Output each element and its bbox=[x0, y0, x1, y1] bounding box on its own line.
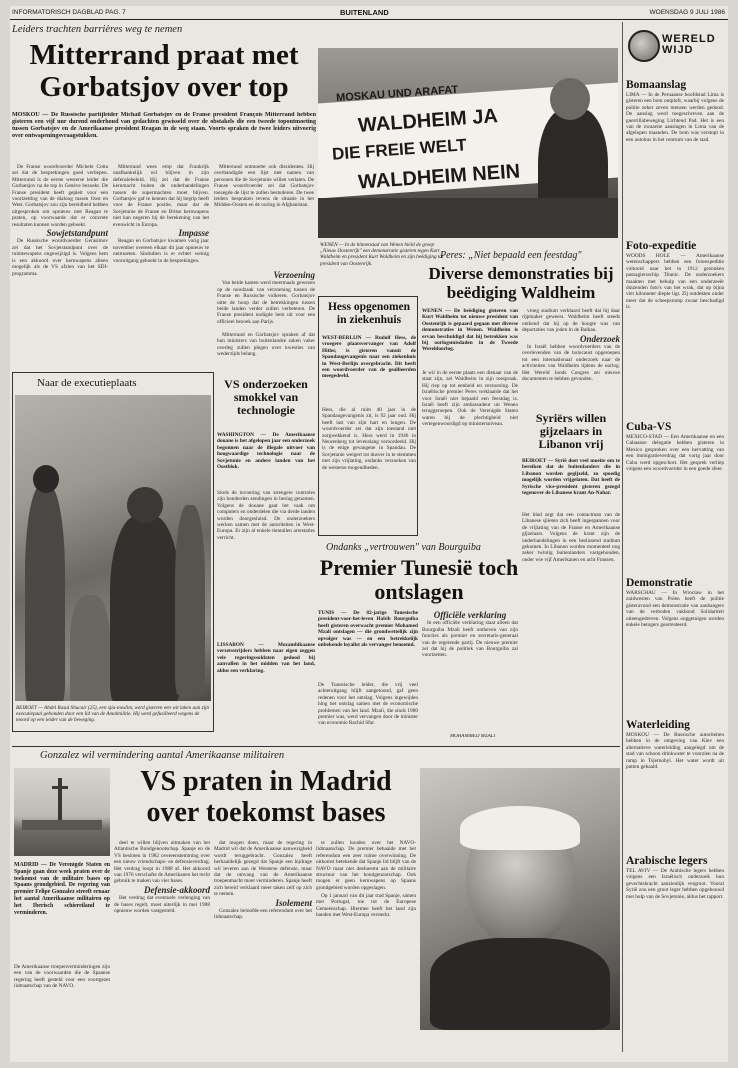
mitterrand-col3: Mitterrand ontmoette ook dissidenten. Hij overhandigde een lijst met namen van personen die de Sovjetunie willen verlaten. De Franse woordvoerder zei dat Gorbatsjov toezegde de lijst te zullen bestuderen. De twee leiders bespraken tevens de situatie in het Midden-Oosten en de oorlog in Afghanistan. bbox=[214, 164, 314, 209]
sidebar-body-0: LIMA — In de Peruaanse hoofdstad Lima is gisteren een bom ontploft, waarbij volgens de politie zeker zeven mensen werden gedood. De aanslag werd toegeschreven aan de guerrillabeweging Lichtend Pad. Het is een van de zwaarste aanslagen in Lima van de afgelopen maanden. De bom was verstopt in een autobus in het centrum van de stad. bbox=[626, 92, 724, 143]
execution-caption: BEIROET — Abdel Rasul Shucair (25), een sjia-moslim, werd gisteren een wit laken aan zijn executiepaal gebonden door een lid van de Amalmilitie. Hij werd gefusilleerd wegens de moord op een leider van de beweging. bbox=[16, 705, 210, 724]
sidebar-title-4: Waterleiding bbox=[626, 719, 690, 731]
madrid-headline: VS praten in Madrid over toekomst bases bbox=[140, 766, 392, 828]
masthead-section: BUITENLAND bbox=[340, 8, 389, 17]
mitterrand-col2: Mitterrand wees erop dat Frankrijk onafhankelijk wil blijven in zijn defensiebeleid. Hij zei dat de Franse kernmacht buiten de onderhandelingen tussen de supermachten moet blijven. Gorbatsjov gaf te kennen dat hij begrip heeft voor de Franse positie, maar dat de Sovjetunie de Franse en Britse kernwapens niet kan negeren bij de berekening van het evenwicht in Europa. bbox=[113, 164, 209, 228]
bourguiba-kicker: Ondanks „vertrouwen" van Bourguiba bbox=[326, 542, 481, 553]
banner-text-1: MOSKAU UND ARAFAT bbox=[335, 83, 459, 105]
sidebar-body-4: MOSKOU — De Russische autoriteiten hebben in de omgeving van Kiev een alternatieve waterleiding aangelegd om de stad van schoon drinkwater te voorzien na de ramp in Tsjernobyl. Het water wordt uit putten gehaald. bbox=[626, 732, 724, 771]
verzoening-sub: Verzoening bbox=[273, 270, 315, 280]
mitterrand-lead: MOSKOU — De Russische partijleider Michail Gorbatsjov en de Franse president François Mitterrand hebben gisteren een vijf uur durend onderhoud van gedachten gewisseld over de obstakels die een tweede topontmoeting tussen Gorbatsjov en de Amerikaanse president Reagan in de weg staan. Voorts spraken de twee leiders uitvoerig over ontwapeningsvraagstukken. bbox=[12, 112, 316, 139]
waldheim-sub-body: In Israël hebben woordvoerders van de overlevenden van de holocaust opgeroepen tot een internationaal onderzoek naar de activiteiten van Waldheim tijdens de oorlog. Het Wereld Joods Congres zei nieuwe documenten te hebben gevonden. bbox=[522, 344, 620, 383]
mzali-portrait bbox=[420, 768, 620, 1030]
bourguiba-lead: TUNIS — De 82-jarige Tunesische president-voor-het-leven Habib Bourguiba heeft gisteren overwacht premier Mohamed Mzali ontslagen — die grondwettelijk zijn opvolger was — en een betrekkelijk onbekende loyalist als vervanger benoemd. bbox=[318, 610, 418, 649]
madrid-col3: te zullen houden over het NAVO-lidmaatschap. De premier behaalde met het referendum een zeer ruime overwinning. De uitkomst betekende dat Spanje lid blijft van de NAVO maar niet deelneemt aan de militaire structuur van het bondgenootschap. Ook mogen er geen kernwapens op Spaans grondgebied worden opgeslagen. bbox=[316, 840, 416, 891]
wereld-wijd-title: WERELD WIJD bbox=[662, 33, 716, 56]
execution-photo bbox=[15, 395, 211, 701]
mitterrand-kicker: Leiders trachten barrières weg te nemen bbox=[12, 24, 183, 35]
waldheim-body: Je wil in de eerste plaats een dienaar van de staat zijn, zei Waldheim in zijn toespraak. Hij riep op tot eenheid en verzoening. De Israëlische premier Peres verklaarde dat het voor Israël niet bepaald een feestdag is. Israël heeft zijn ambassadeur uit Wenen teruggeroepen. Ook de Verenigde Staten waren bij de plechtigheid niet vertegenwoordigd op ministersniveau. bbox=[422, 370, 518, 428]
vs-smokkel-body: Sinds de invoering van strengere controles zijn honderden zendingen in beslag genomen. Volgens de douane gaat het vaak om computers en onderdelen die via derde landen worden doorgesluisd. De onderzoekers werken samen met de autoriteiten in West-Europa. Er zijn al enkele tientallen arrestaties verricht. bbox=[217, 490, 315, 541]
madrid-sub-isolement-body: Gonzalez beloofde een referendum over het lidmaatschap. bbox=[214, 908, 312, 921]
waldheim-headline: Diverse demonstraties bij beëdiging Waldheim bbox=[428, 264, 614, 302]
vs-smokkel-lead: WASHINGTON — De Amerikaanse douane is het afgelopen jaar een onderzoek begonnen naar de illegale uitvoer van hoogwaardige technologie naar de Sovjetunie en andere landen van het Oostblok. bbox=[217, 432, 315, 471]
execution-label: Naar de executieplaats bbox=[37, 377, 137, 389]
waldheim-photo bbox=[318, 48, 618, 238]
mitterrand-sub-sowjet-body: De Russische woordvoerder Gerasimov zei dat het Sovjetstandpunt over de ruimtewapens ongewijzigd is. Volgens hem is een akkoord over kernwapens alleen mogelijk als de VS afzien van het SDI-programma. bbox=[12, 238, 108, 277]
madrid-monument-photo bbox=[14, 768, 110, 856]
sidebar-title-3: Demonstratie bbox=[626, 577, 693, 589]
execution-photo-box bbox=[12, 372, 214, 732]
newspaper-page bbox=[10, 6, 728, 1062]
lissabon-item: LISSABON — Mozambikaanse verzetsstrijders hebben naar eigen zeggen vele regeringssoldaten gedood bij aanvallen in het midden van het land, aldus een verklaring. bbox=[217, 642, 315, 674]
banner-text-2: WALDHEIM JA bbox=[357, 105, 499, 137]
hess-box bbox=[318, 296, 418, 536]
masthead-date: WOENSDAG 9 JULI 1986 bbox=[649, 9, 725, 16]
banner-text-3: DIE FREIE WELT bbox=[331, 135, 468, 164]
madrid-col4: Op 1 januari van dit jaar trad Spanje, samen met Portugal, toe tot de Europese Gemeenschap. Hiermee heeft het land zijn banden met West-Europa versterkt. bbox=[316, 892, 416, 918]
madrid-lead-cont: De Amerikaanse troepenverminderingen zijn een van de voorwaarden die de Spaanse regering heeft gesteld voor een voortgezet lidmaatschap van de NAVO. bbox=[14, 964, 110, 990]
sidebar-column bbox=[626, 76, 724, 1056]
syriers-body: Het blad zegt dat een contactman van de Libanese sjiieten zich heeft ingespannen voor de vrijlating van de Franse en Amerikaanse gijzelaars. Volgens de krant zijn de onderhandelingen in een beslissend stadium gekomen. In Libanon worden momenteel nog zeker twintig buitenlanders vastgehouden, onder wie vijf Amerikanen en acht Fransen. bbox=[522, 512, 620, 563]
bourguiba-headline: Premier Tunesië toch ontslagen bbox=[319, 556, 519, 604]
madrid-sub-defensie-body: Het verdrag dat eventuele verlenging van de bases regelt, moet uiterlijk in mei 1988 opnieuw worden vastgesteld. bbox=[114, 895, 210, 915]
sidebar-title-1: Foto-expeditie bbox=[626, 240, 697, 252]
madrid-sub-isolement: Isolement bbox=[275, 897, 312, 908]
madrid-col2: dat mogen doen, maar de regering in Madrid wil dat de Amerikaanse aanwezigheid wordt teruggebracht. Gonzalez heeft herhaaldelijk gezegd dat Spanje een bijdrage wil leveren aan de Westerse defensie, maar dat de omvang van de Amerikaanse troepenmacht moet verminderen. Spanje heeft zich bereid verklaard meer taken zelf op zich te nemen. bbox=[214, 840, 312, 898]
mzali-caption: MOHAMMED MZALI bbox=[450, 734, 496, 739]
mitterrand-col1: De Franse woordvoerder Michele Cotta zei dat de besprekingen goed verliepen. Mitterrand is de eerste westerse leider die Gorbatsjov na de top in Genève bezoekt. De Franse president heeft gepleit voor een voortzetting van de dialoog tussen Oost en West. Gorbatsjov zou zijn bereidheid hebben uitgesproken om opnieuw met Reagan te praten, op voorwaarde dat er concrete resultaten kunnen worden geboekt. bbox=[12, 164, 108, 228]
waldheim-col2: vroeg stadium verklaard heeft dat hij daar rijpmaker geweest. Waldheim heeft steeds ontkend dat hij op de hoogte was van deportaties van joden in de Balkan. bbox=[522, 308, 620, 334]
sidebar-body-3: WARSCHAU — In Wroclaw in het zuidwesten van Polen heeft de politie gisteravond een demonstratie van aanhangers van de verboden vakbond Solidariteit uiteengedreven. Volgens ooggetuigen werden enkele betogers gearresteerd. bbox=[626, 590, 724, 629]
sidebar-body-2: MEXICO-STAD — Een Amerikaanse en een Cubaanse delegatie hebben gisteren in Mexico gesproken over een hervatting van een immigratieverdrag dat vorig jaar door Cuba werd opgeschort. Het gesprek verliep volgens een woordvoerder in een goede sfeer. bbox=[626, 434, 724, 473]
waldheim-kicker: Peres: „Niet bepaald een feestdag" bbox=[440, 250, 582, 261]
madrid-sub-defensie: Defensie-akkoord bbox=[144, 884, 210, 895]
mitterrand-headline: Mitterrand praat met Gorbatsjov over top bbox=[29, 39, 299, 103]
mitterrand-sub-sowjet: Sowjetstandpunt bbox=[46, 228, 108, 239]
bourguiba-sub: Officiële verklaring bbox=[433, 610, 507, 620]
banner-text-4: WALDHEIM NEIN bbox=[357, 160, 521, 194]
madrid-col1: deel te willen blijven uitmaken van het Atlantische Bondgenootschap. Spanje en de VS besloten in 1982 overeenstemming over een nieuw vriendschaps- en defensieverdrag. Het verdrag loopt in 1988 af. Het akkoord van 1976 verschafte de Amerikanen het recht gebruik te maken van vier bases. bbox=[114, 840, 210, 885]
bourguiba-sub-body: In een officiële verklaring staat alleen dat Bourguiba Mzali heeft ontheven van zijn functies als premier en secretaris-generaal van de regerende partij. De nieuwe premier zei dat hij de politiek van Bourguiba zal voortzetten. bbox=[422, 620, 518, 659]
sidebar-title-2: Cuba-VS bbox=[626, 421, 672, 433]
madrid-lead: MADRID — De Verenigde Staten en Spanje gaan deze week praten over de toekomst van de militaire bases op Spaans grondgebied. De regering van premier Felipe Gonzalez streeft ernaar het aantal Amerikaanse militairen op het Iberisch schiereiland te verminderen. bbox=[14, 862, 110, 916]
verzoening-body-2: Mitterrand en Gorbatsjov spraken af dat hun ministers van buitenlandse zaken vaker overleg zullen plegen over kwesties van wederzijds belang. bbox=[217, 332, 315, 358]
sidebar-body-5: TEL AVIV — De Arabische legers hebben volgens een Israëlisch onderzoek hun gevechtskracht aanzienlijk vergroot. Vooral Syrië zou een groot leger hebben opgebouwd met hulp van de Sovjetunie, aldus het rapport. bbox=[626, 868, 724, 900]
vs-smokkel-headline: VS onderzoeken smokkel van technologie bbox=[224, 378, 308, 417]
mitterrand-sub-impasse-body: Reagan en Gorbatsjov kwamen vorig jaar november overeen elkaar dit jaar opnieuw te ontmoeten. Sindsdien is er echter weinig vooruitgang geboekt in de besprekingen. bbox=[113, 238, 209, 264]
masthead-left: INFORMATORISCH DAGBLAD PAG. 7 bbox=[12, 9, 126, 16]
syriers-headline: Syriërs willen gijzelaars in Libanon vrij bbox=[535, 412, 607, 451]
waldheim-sub-onderzoek: Onderzoek bbox=[580, 333, 620, 344]
wereld-wijd-logo bbox=[626, 26, 726, 72]
syriers-lead: BEIROET — Syrië doet veel moeite om te bereiken dat de buitenlanders die in Libanon worden gegijzeld, zo spoedig mogelijk worden vrijgelaten. Dat heeft de Syrische vice-president gisteren gezegd tegenover de Libanese krant An-Nahar. bbox=[522, 458, 620, 497]
sidebar-title-5: Arabische legers bbox=[626, 855, 708, 867]
waldheim-photo-caption: WENEN — In de binnenstad van Wenen hield de groep „Nieuw Oostenrijk" een demonstratie gisteren tegen Kurt Waldheim en president Kurt Waldheim en zijn beëdiging tot president van Oostenrijk. bbox=[320, 242, 444, 267]
verzoening-body: Van beide kanten werd meermaals gewezen op de noodzaak van verzoening tussen de Franse en Russische volkeren. Gorbatsjov uitte de hoop dat de betrekkingen tussen beide landen verder zullen verbeteren. De Franse president nodigde hem uit voor een officieel bezoek aan Parijs. bbox=[217, 280, 315, 325]
sidebar-body-1: WOODS HOLE — Amerikaanse wetenschappers hebben een fotoexpeditie voltooid naar het in 1912 gezonken passagiersschip Titanic. De onderzoekers maakten met behulp van een onderzeeër duizenden foto's van het wrak, dat op bijna vier kilometer diepte ligt. Zij ontdekten onder meer dat de scheepsromp zwaar beschadigd is. bbox=[626, 253, 724, 311]
globe-icon bbox=[628, 30, 660, 62]
bourguiba-body: De Tunesische leider, die vrij veel achteruitgang blijft aangetoond, gaf geen redenen voor het ontslag. Volgens ingewijden hing het ontslag samen met de economische problemen van het land. Mzali, die sinds 1980 premier was, werd vervangen door de minister van economie Rachid Sfar. bbox=[318, 682, 418, 727]
sidebar-title-0: Bomaanslag bbox=[626, 79, 687, 91]
madrid-kicker: Gonzalez wil vermindering aantal Amerikaanse militairen bbox=[40, 750, 285, 761]
masthead bbox=[10, 6, 728, 20]
hess-body: Hess, die al ruim 40 jaar in de Spandaugevangenis zit, is 92 jaar oud. Hij heeft last van zijn hart en longen. De woordvoerder zei dat zijn toestand niet zorgwekkend is. Hess werd in 1946 in Neurenberg tot levenslang veroordeeld. Hij is de enige gevangene in Spandau. De Sovjetunie weigert tot dusver in te stemmen met zijn vrijlating, ondanks verzoeken van de westerse mogendheden. bbox=[322, 407, 416, 471]
waldheim-lead: WENEN — De beëdiging gisteren van Kurt Waldheim tot nieuwe president van Oostenrijk is gepaard gegaan met diverse demonstraties in Wenen. Waldheim is ervan beschuldigd dat hij betrokken was bij oorlogsmisdaden in de Tweede Wereldoorlog. bbox=[422, 308, 518, 353]
mitterrand-sub-impasse: Impasse bbox=[178, 228, 209, 239]
hess-headline: Hess opgenomen in ziekenhuis bbox=[327, 301, 411, 326]
hess-lead: WEST-BERLIJN — Rudolf Hess, de vroegere plaatsvervanger van Adolf Hitler, is gisteren vanuit de Spandaugevangenis naar een ziekenhuis in West-Berlijn overgebracht. Dit heeft een woordvoerder van de geallieerden meegedeeld. bbox=[322, 335, 416, 380]
